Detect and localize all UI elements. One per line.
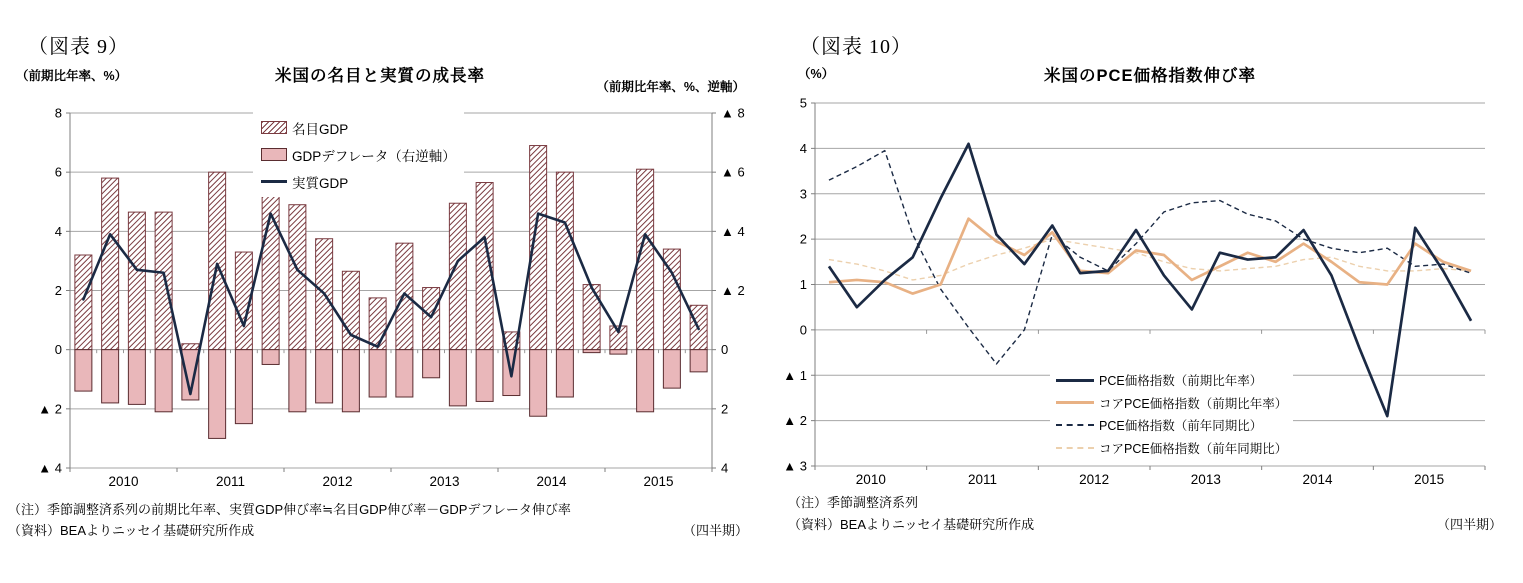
legend-item-pce-qoq [1056, 369, 1287, 392]
pce-footnote-source: （資料）BEAよりニッセイ基礎研究所作成 [788, 517, 1035, 532]
core-pce-yoy-line-swatch [1056, 447, 1094, 449]
gdp-right-axis-caption: （前期比年率、%、逆軸） [596, 80, 745, 94]
svg-text:2012: 2012 [1079, 472, 1110, 487]
legend-item-core-pce-yoy [1056, 437, 1287, 460]
svg-text:6: 6 [54, 164, 62, 180]
gdp-footnote-quarterly: （四半期） [682, 523, 748, 538]
svg-text:2011: 2011 [215, 474, 246, 489]
core-pce-qoq-line-swatch [1056, 401, 1094, 404]
gdp-deflator-swatch [261, 148, 287, 161]
figure-label-10: （図表 10） [800, 36, 912, 58]
svg-text:3: 3 [799, 186, 807, 202]
nominal-gdp-swatch [261, 121, 287, 134]
legend-label: コアPCE価格指数（前期比年率） [1099, 396, 1288, 411]
svg-text:2011: 2011 [967, 472, 998, 487]
real-gdp-line-swatch [261, 180, 287, 183]
pce-footnote-note: （注）季節調整済系列 [788, 495, 919, 510]
svg-text:2015: 2015 [1414, 472, 1445, 487]
svg-text:4: 4 [54, 223, 62, 239]
svg-text:2013: 2013 [1190, 472, 1221, 487]
legend-item-gdp-deflator [261, 141, 456, 168]
svg-text:▲ 4: ▲ 4 [38, 460, 62, 476]
gdp-chart-title: 米国の名目と実質の成長率 [275, 67, 485, 85]
svg-text:2010: 2010 [108, 474, 139, 489]
pce-legend [1050, 367, 1293, 461]
svg-text:2: 2 [54, 283, 62, 298]
svg-text:▲ 3: ▲ 3 [783, 458, 807, 474]
figure-label-9: （図表 9） [28, 36, 129, 58]
pce-yoy-line-swatch [1056, 424, 1094, 426]
svg-text:0: 0 [721, 342, 729, 358]
svg-text:5: 5 [799, 95, 807, 111]
pce-chart-title: 米国のPCE価格指数伸び率 [1044, 67, 1256, 85]
legend-label: 実質GDP [292, 175, 349, 191]
svg-text:0: 0 [799, 322, 807, 338]
svg-text:▲ 6: ▲ 6 [721, 164, 745, 180]
svg-text:1: 1 [799, 277, 807, 292]
real-gdp-line [83, 214, 698, 394]
svg-text:▲ 2: ▲ 2 [783, 413, 807, 429]
svg-text:▲ 2: ▲ 2 [721, 283, 745, 298]
pce-footnote-quarterly: （四半期） [1436, 517, 1502, 532]
legend-label: GDPデフレータ（右逆軸） [292, 148, 456, 164]
svg-text:2010: 2010 [855, 472, 886, 487]
svg-text:8: 8 [54, 105, 62, 121]
legend-item-real-gdp [261, 168, 456, 195]
svg-text:▲ 1: ▲ 1 [783, 367, 807, 383]
svg-text:▲ 2: ▲ 2 [38, 401, 62, 417]
svg-text:0: 0 [54, 342, 62, 358]
svg-text:2012: 2012 [322, 474, 353, 489]
svg-text:2: 2 [799, 231, 807, 247]
legend-label: PCE価格指数（前期比年率） [1099, 374, 1263, 389]
svg-text:2015: 2015 [643, 474, 674, 489]
legend-item-nominal-gdp [261, 114, 456, 141]
legend-label: 名目GDP [292, 121, 349, 137]
gdp-footnote-source: （資料）BEAよりニッセイ基礎研究所作成 [8, 523, 255, 538]
svg-text:2014: 2014 [1302, 472, 1333, 487]
pce-axis-caption: （%） [798, 67, 835, 81]
svg-text:2014: 2014 [536, 474, 567, 489]
gdp-deflator-bars [75, 350, 707, 439]
legend-label: コアPCE価格指数（前年同期比） [1099, 441, 1288, 456]
svg-text:▲ 4: ▲ 4 [721, 223, 745, 239]
gdp-footnote-note: （注）季節調整済系列の前期比年率、実質GDP伸び率≒名目GDP伸び率－GDPデフレータ伸び率 [8, 502, 571, 517]
svg-text:2: 2 [721, 401, 729, 417]
legend-label: PCE価格指数（前年同期比） [1099, 419, 1263, 434]
legend-item-core-pce-qoq [1056, 392, 1287, 415]
svg-text:4: 4 [799, 140, 807, 156]
gdp-left-axis-caption: （前期比年率、%） [16, 69, 128, 83]
svg-text:▲ 8: ▲ 8 [721, 105, 745, 121]
pce-qoq-line-swatch [1056, 379, 1094, 382]
gdp-legend [253, 112, 464, 197]
legend-item-pce-yoy [1056, 414, 1287, 437]
svg-text:2013: 2013 [429, 474, 460, 489]
svg-text:4: 4 [721, 460, 729, 476]
